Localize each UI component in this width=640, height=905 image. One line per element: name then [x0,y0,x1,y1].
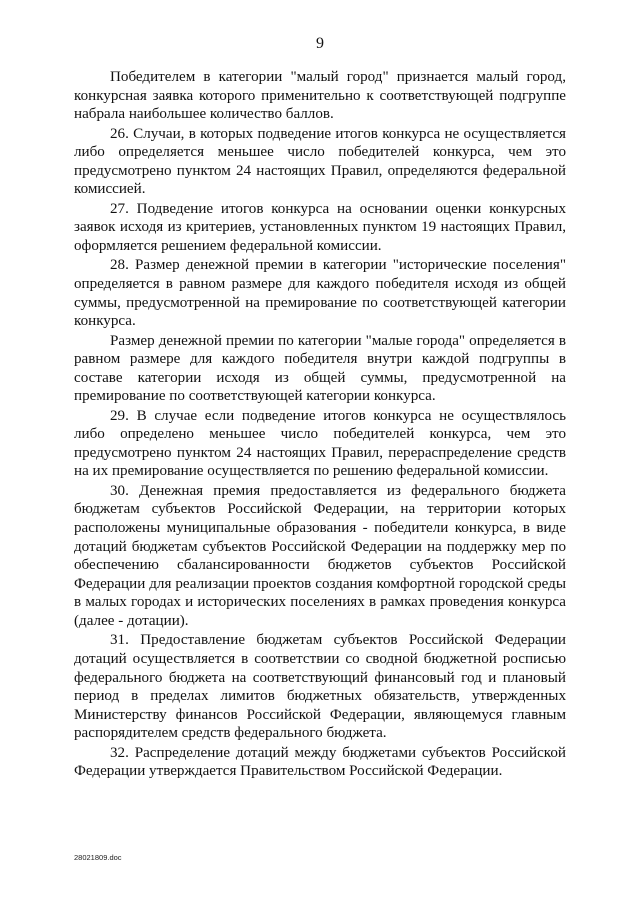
footer-filename: 28021809.doc [74,853,122,862]
document-body [74,68,566,781]
page-number: 9 [316,35,324,52]
paragraph-27: 27. Подведение итогов конкурса на основании оценки конкурсных заявок исходя из критериев, установленных пунктом 19 настоящих Правил, оформляется решением федеральной комиссии. [74,200,566,254]
paragraph-28: 28. Размер денежной премии в категории "исторические поселения" определяется в равном размере для каждого победителя исходя из общей суммы, предусмотренной на премирование по соответствующей категории конкурса. [74,257,566,330]
paragraph-small-town-winner: Победителем в категории "малый город" признается малый город, конкурсная заявка которого применительно к соответствующей подгруппе набрала наибольшее количество баллов. [74,69,566,123]
paragraph-32: 32. Распределение дотаций между бюджетами субъектов Российской Федерации утверждается Правительством Российской Федерации. [74,744,566,780]
paragraph-28-small-towns: Размер денежной премии по категории "малые города" определяется в равном размере для каждого победителя внутри каждой подгруппы в составе категории исходя из общей суммы, предусмотренной на премирование по соответствующей категории конкурса. [74,332,566,405]
paragraph-29: 29. В случае если подведение итогов конкурса не осуществлялось либо определено меньшее число победителей конкурса, чем это предусмотрено пунктом 24 настоящих Правил, перераспределение средств на их премирование осуществляется по решению федеральной комиссии. [74,407,566,480]
paragraph-26: 26. Случаи, в которых подведение итогов конкурса не осуществляется либо определяется меньшее число победителей конкурса, чем это предусмотрено пунктом 24 настоящих Правил, определяются федеральной комиссией. [74,125,566,198]
paragraph-31: 31. Предоставление бюджетам субъектов Российской Федерации дотаций осуществляется в соответствии со сводной бюджетной росписью федерального бюджета на соответствующий финансовый год и плановый период в пределах лимитов бюджетных обязательств, утвержденных Министерству финансов Российской Федерации, являющемуся главным распорядителем средств федерального бюджета. [74,632,566,742]
paragraph-30: 30. Денежная премия предоставляется из федерального бюджета бюджетам субъектов Российской Федерации, на территории которых расположены муниципальные образования - победители конкурса, в виде дотаций бюджетам субъектов Российской Федерации на поддержку мер по обеспечению сбалансированности бюджетов субъектов Российской Федерации для реализации проектов создания комфортной городской среды в малых городах и исторических поселениях в рамках проведения конкурса (далее - дотации). [74,482,566,629]
